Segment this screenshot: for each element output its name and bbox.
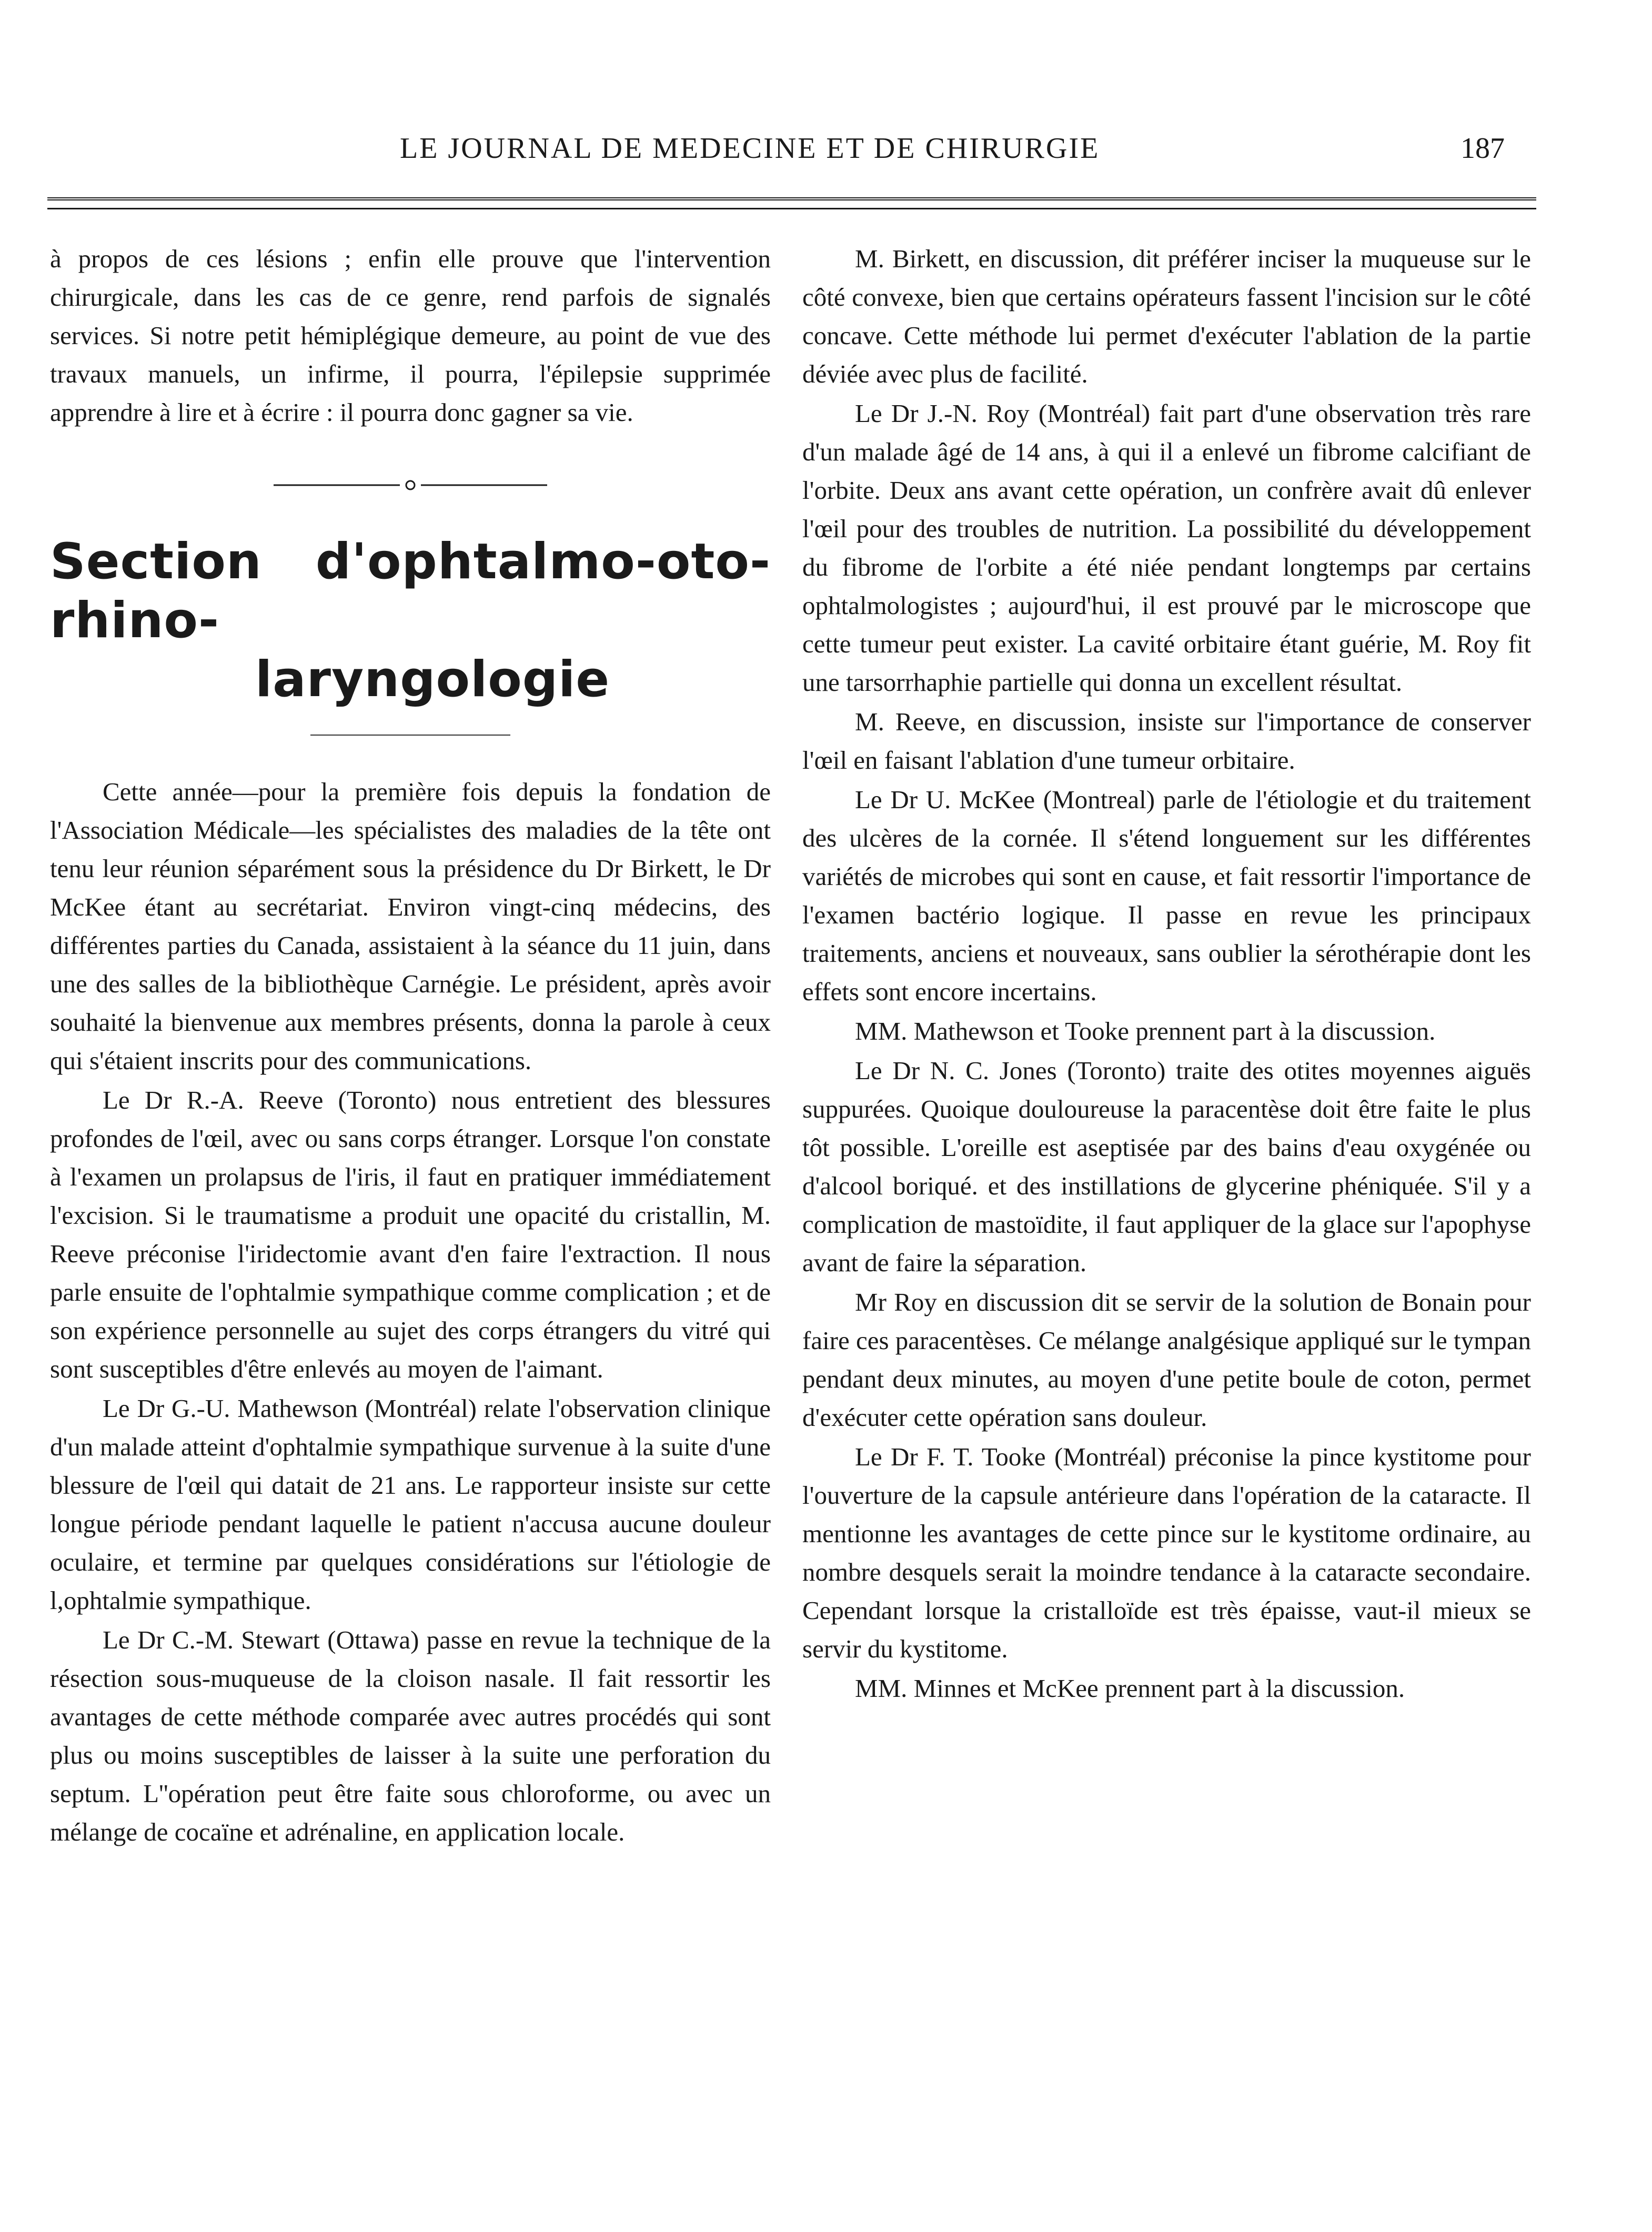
paragraph-mathewson-tooke: MM. Mathewson et Tooke prennent part à la discussion. [855, 1017, 1436, 1045]
section-title-line-1: Section d'ophtalmo-oto-rhino- [50, 533, 771, 649]
section-title [50, 532, 771, 709]
left-column [50, 239, 771, 1851]
page-header [42, 132, 1526, 179]
section-ornament [274, 480, 547, 490]
opening-paragraph: à propos de ces lésions ; enfin elle prouve que l'intervention chirurgicale, dans les cas de ce genre, rend parfois de signalés services. Si notre petit hémiplégique demeure, au point de vue des travaux manuels, un infirme, il pourra, l'épilepsie supprimée apprendre à lire et à écrire : il pourra donc gagner sa vie. [50, 244, 771, 427]
paragraph-roy-discussion: Mr Roy en discussion dit se servir de la solution de Bonain pour faire ces paracentèses. Ce mélange analgésique appliqué sur le tympan pendant deux minutes, au moyen d'une petite boule de coton, permet d'exécuter cette opération sans douleur. [802, 1288, 1532, 1432]
header-rule [47, 197, 1536, 200]
running-title: LE JOURNAL DE MEDECINE ET DE CHIRURGIE [400, 132, 1100, 165]
paragraph-mathewson: Le Dr G.-U. Mathewson (Montréal) relate l'observation clinique d'un malade atteint d'ophtalmie sympathique survenue à la suite d'une blessure de l'œil qui datait de 21 ans. Le rapporteur insiste sur cette longue période pendant laquelle le patient n'accusa aucune douleur oculaire, et termine par quelques considérations sur l'étiologie de l,ophtalmie sympathique. [50, 1394, 771, 1615]
header-rule-thin [47, 208, 1536, 209]
paragraph-mckee: Le Dr U. McKee (Montreal) parle de l'étiologie et du traitement des ulcères de la cornée. Il s'étend longuement sur les différentes variétés de microbes qui sont en cause, et fait ressortir l'importance de l'examen bactério logique. Il passe en revue les principaux traitements, anciens et nouveaux, sans oublier la sérothérapie dont les effets sont encore incertains. [802, 785, 1531, 1006]
paragraph-birkett: M. Birkett, en discussion, dit préférer inciser la muqueuse sur le côté convexe, bien que certains opérateurs fassent l'incision sur le côté concave. Cette méthode lui permet d'exécuter l'ablation de la partie déviée avec plus de facilité. [802, 244, 1531, 388]
title-divider [310, 735, 510, 736]
right-column [802, 239, 1531, 1707]
paragraph-intro: Cette année—pour la première fois depuis la fondation de l'Association Médicale—les spécialistes des maladies de la tête ont tenu leur réunion séparément sous la présidence du Dr Birkett, le Dr McKee étant au secrétariat. Environ vingt-cinq médecins, des différentes parties du Canada, assistaient à la séance du 11 juin, dans une des salles de la bibliothèque Carnégie. Le président, après avoir souhaité la bienvenue aux membres présents, donna la parole à ceux qui s'étaient inscrits pour des communications. [50, 777, 771, 1075]
paragraph-jones: Le Dr N. C. Jones (Toronto) traite des otites moyennes aiguës suppurées. Quoique douloureuse la paracentèse doit être faite le plus tôt possible. L'oreille est aseptisée par des bains d'eau oxygénée ou d'alcool boriqué. et des instillations de glycerine phéniquée. S'il y a complication de mastoïdite, il faut appliquer de la glace sur l'apophyse avant de faire la séparation. [802, 1056, 1531, 1277]
paragraph-roy: Le Dr J.-N. Roy (Montréal) fait part d'une observation très rare d'un malade âgé de 14 ans, à qui il a enlevé un fibrome calcifiant de l'orbite. Deux ans avant cette opération, un confrère avait dû enlever l'œil pour des troubles de nutrition. La possibilité du développement du fibrome de l'orbite a été niée pendant longtemps par certains ophtalmologistes ; aujourd'hui, il est prouvé par le microscope que cette tumeur peut exister. La cavité orbitaire étant guérie, M. Roy fit une tarsorrhaphie partielle qui donna un excellent résultat. [802, 399, 1531, 697]
paragraph-minnes-mckee: MM. Minnes et McKee prennent part à la discussion. [855, 1674, 1405, 1703]
section-title-line-2: laryngologie [255, 651, 610, 708]
paragraph-stewart: Le Dr C.-M. Stewart (Ottawa) passe en revue la technique de la résection sous-muqueuse de la cloison nasale. Il fait ressortir les avantages de cette méthode comparée avec autres procédés qui sont plus ou moins susceptibles de laisser à la suite une perforation du septum. L''opération peut être faite sous chloroforme, ou avec un mélange de cocaïne et adrénaline, en application locale. [50, 1625, 771, 1846]
page-number: 187 [1460, 132, 1505, 165]
paragraph-reeve-discussion: M. Reeve, en discussion, insiste sur l'importance de conserver l'œil en faisant l'ablation d'une tumeur orbitaire. [802, 707, 1531, 775]
paragraph-tooke: Le Dr F. T. Tooke (Montréal) préconise la pince kystitome pour l'ouverture de la capsule antérieure dans l'opération de la cataracte. Il mentionne les avantages de cette pince sur le kystitome ordinaire, au nombre desquels serait la moindre tendance à la cataracte secondaire. Cependant lorsque la cristalloïde est très épaisse, vaut-il mieux se servir du kystitome. [802, 1442, 1531, 1663]
paragraph-reeve: Le Dr R.-A. Reeve (Toronto) nous entretient des blessures profondes de l'œil, avec ou sans corps étranger. Lorsque l'on constate à l'examen un prolapsus de l'iris, il faut en pratiquer immédiatement l'excision. Si le traumatisme a produit une opacité du cristallin, M. Reeve préconise l'iridectomie avant d'en faire l'extraction. Il nous parle ensuite de l'ophtalmie sympathique comme complication ; et de son expérience personnelle au sujet des corps étrangers du vitré qui sont susceptibles d'être enlevés au moyen de l'aimant. [50, 1085, 771, 1383]
